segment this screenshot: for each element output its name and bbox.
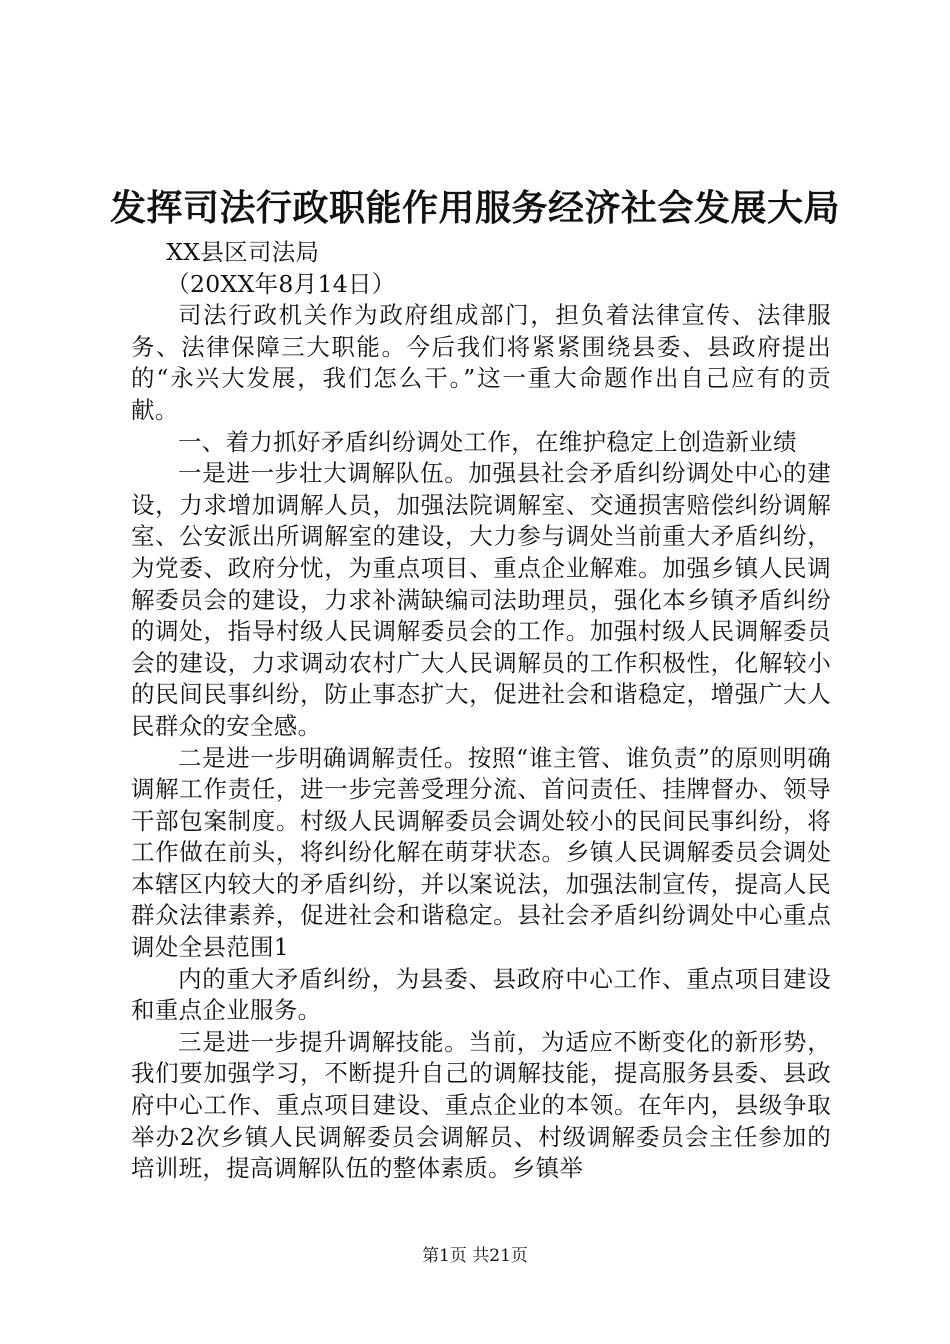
paragraph: 三是进一步提升调解技能。当前，为适应不断变化的新形势，我们要加强学习，不断提升自己的调解技能，提高服务县委、县政府中心工作、重点项目建设、重点企业的本领。在年内，县级争取举办2次乡镇人民调解委员会调解员、村级调解委员会主任参加的培训班，提高调解队伍的整体素质。乡镇举 <box>131 1027 831 1183</box>
document-title: 发挥司法行政职能作用服务经济社会发展大局 <box>109 187 840 229</box>
paragraph: 二是进一步明确调解责任。按照“谁主管、谁负责”的原则明确调解工作责任，进一步完善受理分流、首问责任、挂牌督办、领导干部包案制度。村级人民调解委员会调处较小的民间民事纠纷，将工作做在前头，将纠纷化解在萌芽状态。乡镇人民调解委员会调处本辖区内较大的矛盾纠纷，并以案说法，加强法制宣传，提高人民群众法律素养，促进社会和谐稳定。县社会矛盾纠纷调处中心重点调处全县范围1 <box>131 743 831 962</box>
paragraph: 一是进一步壮大调解队伍。加强县社会矛盾纠纷调处中心的建设，力求增加调解人员，加强法院调解室、交通损害赔偿纠纷调解室、公安派出所调解室的建设，大力参与调处当前重大矛盾纠纷，为党委、政府分忧，为重点项目、重点企业解难。加强乡镇人民调解委员会的建设，力求补满缺编司法助理员，强化本乡镇矛盾纠纷的调处，指导村级人民调解委员会的工作。加强村级人民调解委员会的建设，力求调动农村广大人民调解员的工作积极性，化解较小的民间民事纠纷，防止事态扩大，促进社会和谐稳定，增强广大人民群众的安全感。 <box>131 459 831 740</box>
paragraph-intro: 司法行政机关作为政府组成部门，担负着法律宣传、法律服务、法律保障三大职能。今后我们将紧紧围绕县委、县政府提出的“永兴大发展，我们怎么干。”这一重大命题作出自己应有的贡献。 <box>131 301 831 424</box>
page-footer: 第1页 共21页 <box>422 1246 528 1266</box>
section-heading: 一、着力抓好矛盾纠纷调处工作，在维护稳定上创造新业绩 <box>178 427 797 456</box>
date-line: （20XX年8月14日） <box>166 269 396 298</box>
paragraph: 内的重大矛盾纠纷，为县委、县政府中心工作、重点项目建设和重点企业服务。 <box>131 964 831 1025</box>
document-body <box>131 237 831 1185</box>
author-line: XX县区司法局 <box>166 238 320 266</box>
